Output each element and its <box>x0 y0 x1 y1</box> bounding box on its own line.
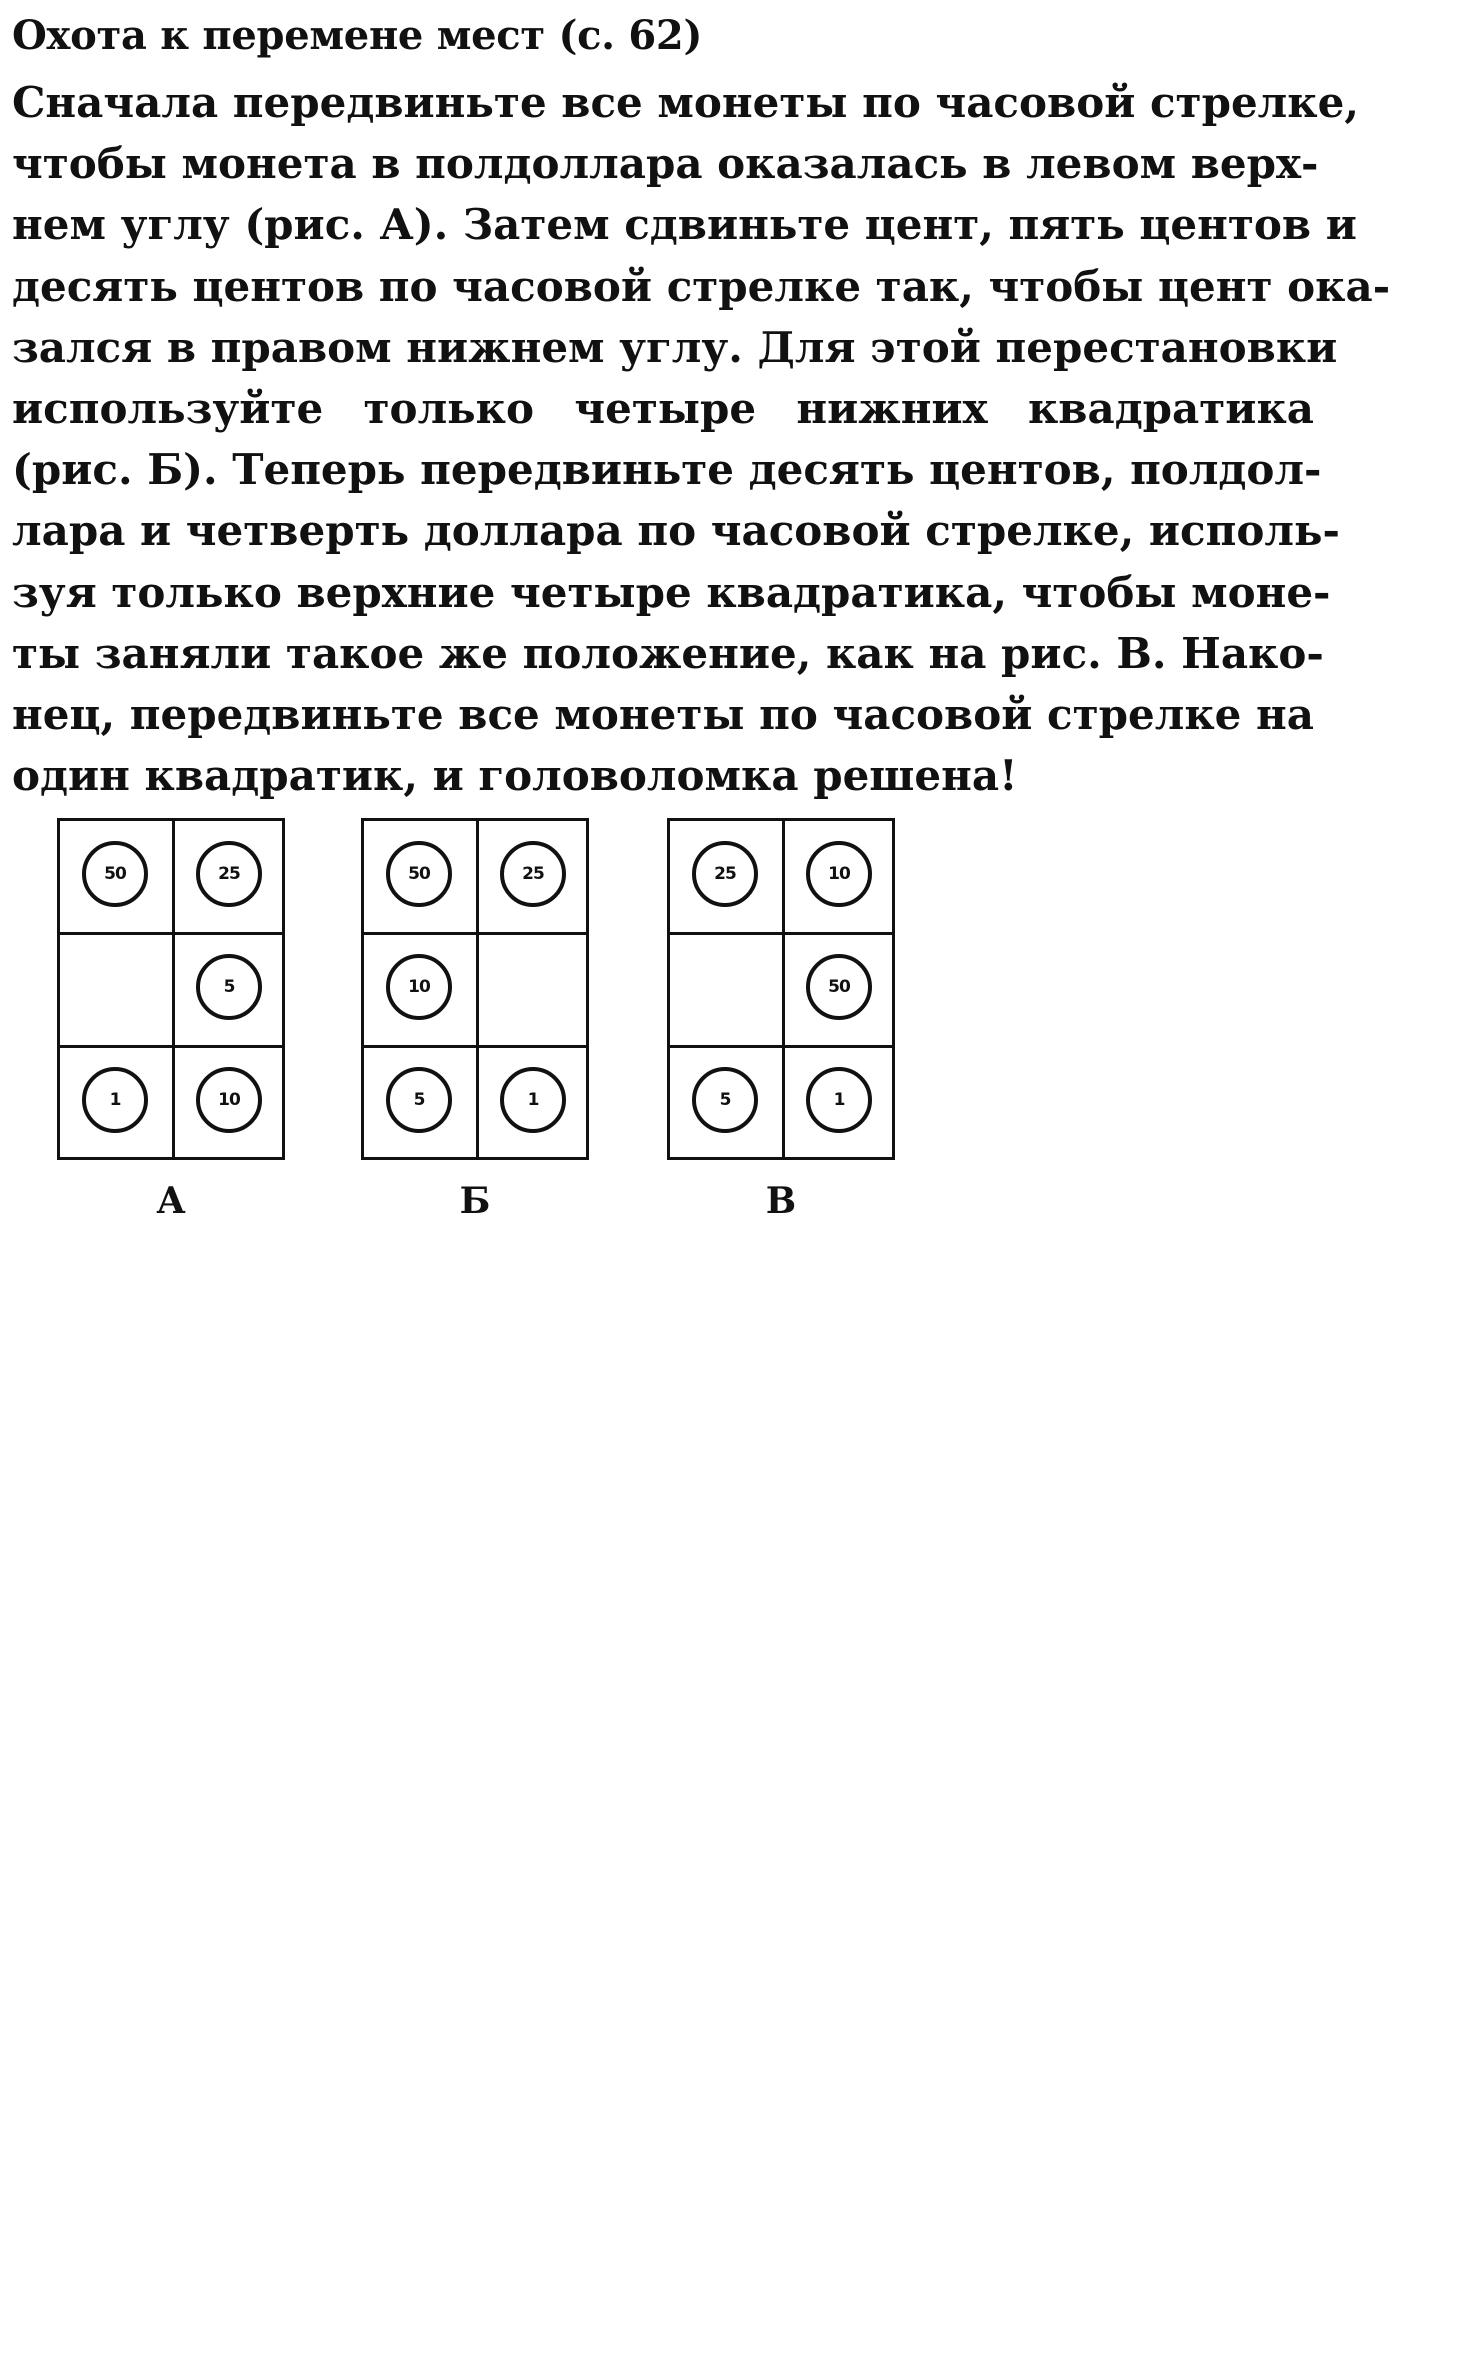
grid-cell <box>782 934 896 1048</box>
coin: 50 <box>806 954 872 1020</box>
coin: 1 <box>82 1067 148 1133</box>
coin: 25 <box>196 841 262 907</box>
paragraph-line: используйте только четыре нижних квадратика <box>12 383 1314 433</box>
grid-cell <box>670 821 784 935</box>
grid-cell <box>364 821 478 935</box>
paragraph-line: нец, передвиньте все монеты по часовой стрелке на <box>12 689 1314 739</box>
coin: 25 <box>500 841 566 907</box>
paragraph-line: Сначала передвиньте все монеты по часовой стрелке, <box>12 78 1359 127</box>
grid-cell <box>782 1047 896 1161</box>
coin-grid <box>361 818 589 1160</box>
grid-cell <box>476 821 590 935</box>
figure-caption: В <box>765 1180 797 1222</box>
coin: 10 <box>386 954 452 1020</box>
coin: 50 <box>386 841 452 907</box>
grid-cell <box>364 934 478 1048</box>
grid-cell <box>782 821 896 935</box>
grid-cell <box>670 1047 784 1161</box>
grid-cell-empty <box>476 934 590 1048</box>
grid-cell <box>172 1047 286 1161</box>
paragraph-line: лара и четверть доллара по часовой стрелке, исполь- <box>12 506 1340 556</box>
grid-cell <box>60 821 174 935</box>
grid-cell <box>172 821 286 935</box>
solution-paragraph <box>12 72 1391 806</box>
grid-cell-empty <box>60 934 174 1048</box>
grid-cell <box>172 934 286 1048</box>
paragraph-line: (рис. Б). Теперь передвиньте десять центов, полдол- <box>12 445 1322 495</box>
coin: 25 <box>692 841 758 907</box>
coin: 5 <box>692 1067 758 1133</box>
coin-grid <box>57 818 285 1160</box>
paragraph-line: один квадратик, и головоломка решена! <box>12 751 1018 801</box>
grid-cell <box>364 1047 478 1161</box>
paragraph-line: зался в правом нижнем углу. Для этой перестановки <box>12 322 1338 372</box>
figure-caption: А <box>156 1180 186 1222</box>
coin: 50 <box>82 841 148 907</box>
paragraph-line: нем углу (рис. А). Затем сдвиньте цент, пять центов и <box>12 200 1357 250</box>
paragraph-line: чтобы монета в полдоллара оказалась в левом верх- <box>12 139 1319 189</box>
coin-grid <box>667 818 895 1160</box>
coin: 1 <box>500 1067 566 1133</box>
coin: 10 <box>196 1067 262 1133</box>
grid-cell-empty <box>670 934 784 1048</box>
coin: 1 <box>806 1067 872 1133</box>
paragraph-line: ты заняли такое же положение, как на рис. В. Нако- <box>12 628 1324 678</box>
grid-cell <box>60 1047 174 1161</box>
coin: 5 <box>386 1067 452 1133</box>
page-title: Охота к перемене мест (с. 62) <box>12 12 703 59</box>
coin: 5 <box>196 954 262 1020</box>
grid-cell <box>476 1047 590 1161</box>
coin: 10 <box>806 841 872 907</box>
paragraph-line: зуя только верхние четыре квадратика, чтобы моне- <box>12 567 1331 617</box>
figure-caption: Б <box>459 1180 491 1222</box>
paragraph-line: десять центов по часовой стрелке так, чтобы цент ока- <box>12 261 1391 311</box>
